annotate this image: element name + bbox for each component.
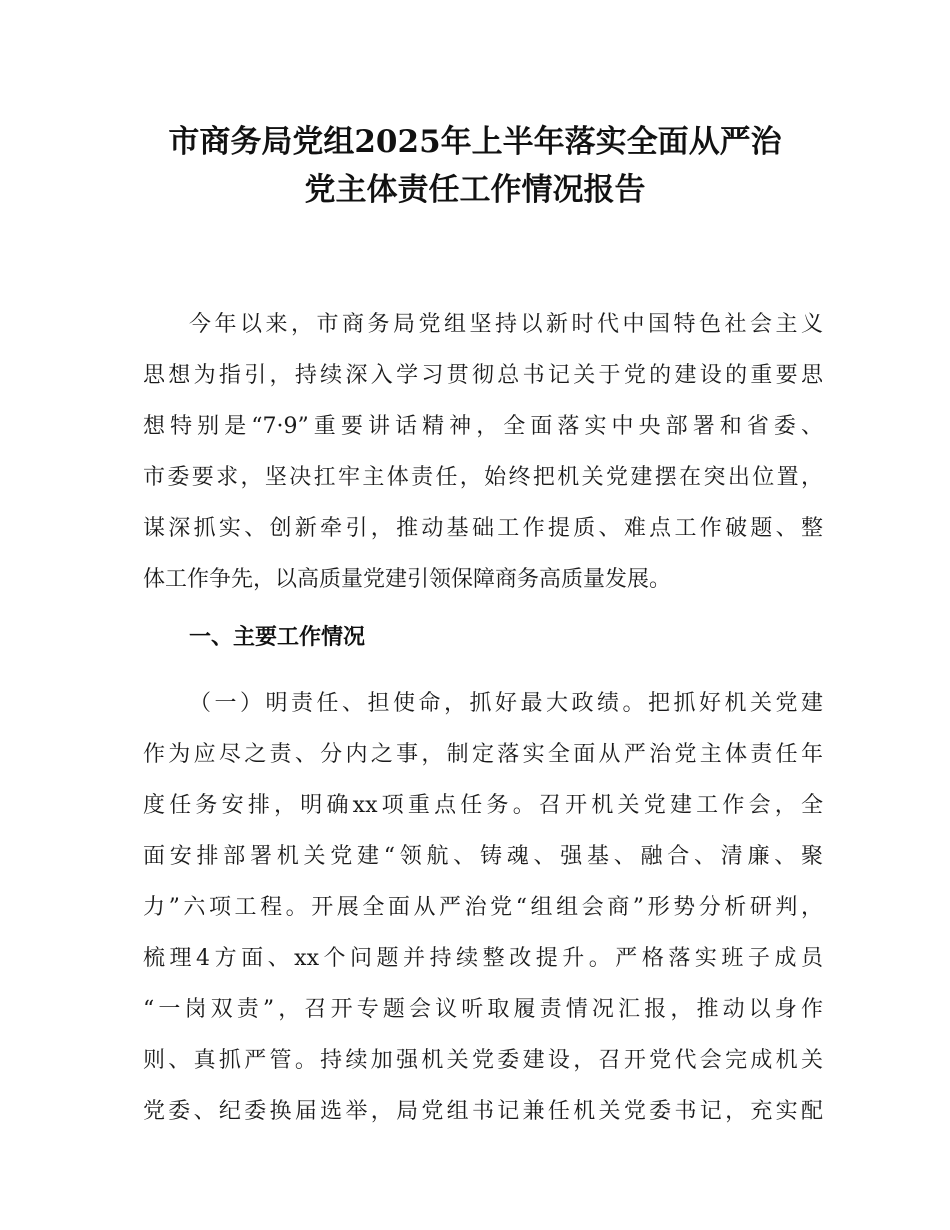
text-line: 力”六项工程。开展全面从严治党“组组会商”形势分析研判， (143, 895, 823, 920)
text-line: 今年以来，市商务局党组坚持以新时代中国特色社会主义 (189, 312, 823, 337)
text-line: （一）明责任、担使命，抓好最大政绩。把抓好机关党建 (189, 691, 823, 716)
document-title-line-1: 市商务局党组2025年上半年落实全面从严治 (168, 124, 782, 160)
text-line: 作为应尽之责、分内之事，制定落实全面从严治党主体责任年 (143, 742, 823, 767)
text-line: 谋深抓实、创新牵引，推动基础工作提质、难点工作破题、整 (143, 516, 823, 541)
section-1-paragraph (143, 678, 823, 1137)
text-line: 市委要求，坚决扛牢主体责任，始终把机关党建摆在突出位置， (143, 465, 823, 490)
intro-paragraph (143, 299, 823, 605)
text-line: 面安排部署机关党建“领航、铸魂、强基、融合、清廉、聚 (143, 844, 823, 869)
text-line: 则、真抓严管。持续加强机关党委建设，召开党代会完成机关 (143, 1048, 823, 1073)
text-line: 梳理4方面、xx个问题并持续整改提升。严格落实班子成员 (143, 946, 823, 971)
text-line: 党委、纪委换届选举，局党组书记兼任机关党委书记，充实配 (143, 1099, 823, 1124)
text-line: 度任务安排，明确xx项重点任务。召开机关党建工作会，全 (143, 793, 823, 818)
text-line: 体工作争先，以高质量党建引领保障商务高质量发展。 (143, 567, 672, 592)
document-title-line-2: 党主体责任工作情况报告 (304, 172, 646, 208)
section-heading: 一、主要工作情况 (189, 625, 366, 650)
text-line: 想特别是“7·9”重要讲话精神，全面落实中央部署和省委、 (143, 414, 823, 439)
text-line: 思想为指引，持续深入学习贯彻总书记关于党的建设的重要思 (143, 363, 823, 388)
text-line: “一岗双责”，召开专题会议听取履责情况汇报，推动以身作 (143, 997, 823, 1022)
